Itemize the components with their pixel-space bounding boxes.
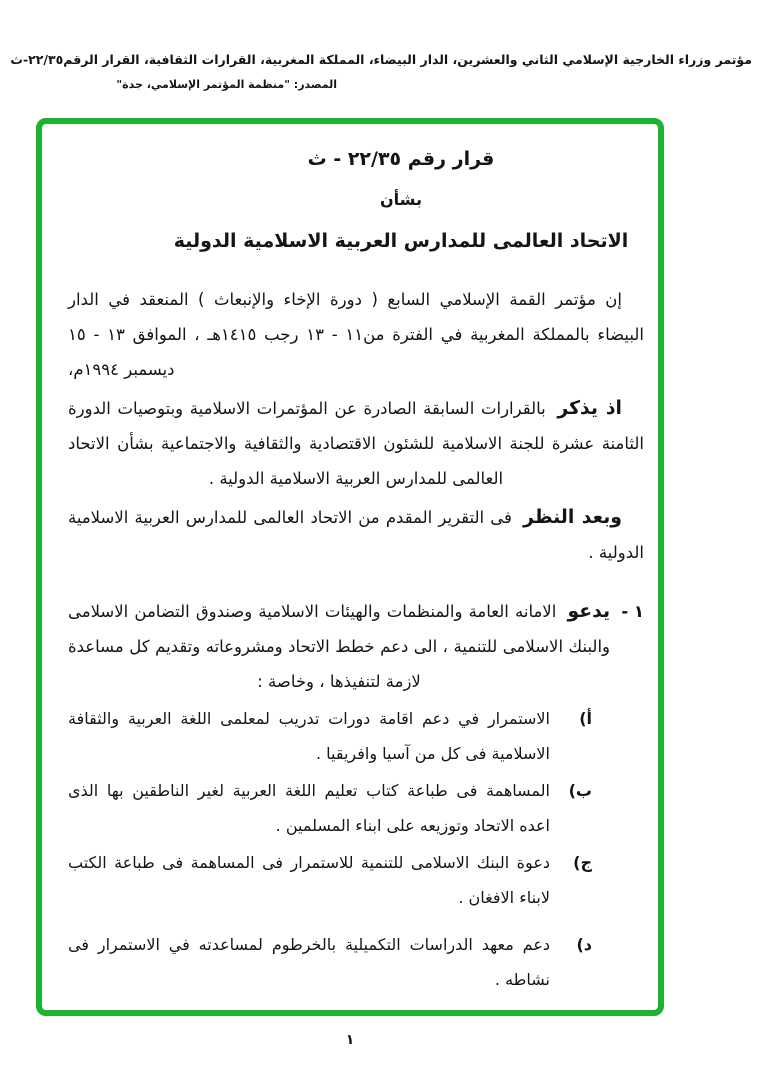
item-number-marker: ١ - xyxy=(621,602,644,621)
item-body xyxy=(68,594,610,699)
having-considered-paragraph xyxy=(68,500,644,570)
document-source-header xyxy=(10,50,752,93)
header-source-line: المصدر: "منظمة المؤتمر الإسلامي، جدة" xyxy=(116,78,337,91)
paragraph-text: فى التقرير المقدم من الاتحاد العالمى للمدارس العربية الاسلامية الدولية . xyxy=(68,508,644,562)
preamble-paragraph xyxy=(68,282,644,387)
sub-item-text: المساهمة فى طباعة كتاب تعليم اللغة العربية لغير الناطقين بها الذى اعده الاتحاد وتوزيعه على ابناء المسلمين . xyxy=(68,781,550,835)
sub-item-b xyxy=(68,773,592,843)
numbered-item-1 xyxy=(68,594,644,699)
sub-item-marker: ب) xyxy=(568,781,592,800)
item-text: الامانه العامة والمنظمات والهيئات الاسلامية وصندوق التضامن الاسلامى والبنك الاسلامى للتنمية ، الى دعم خطط الاتحاد ومشروعاته وتقديم كل مساعدة لازمة لتنفيذها ، وخاصة : xyxy=(68,602,610,691)
resolution-subject-title: الاتحاد العالمى للمدارس العربية الاسلامية الدولية xyxy=(173,230,629,252)
sub-item-d xyxy=(68,927,592,997)
resolution-number-title: قرار رقم ٢٢/٣٥ - ث xyxy=(307,148,495,170)
resolution-subject-word: بشأن xyxy=(380,190,422,209)
recalling-paragraph xyxy=(68,391,644,496)
paragraph-lead-word: وبعد النظر xyxy=(523,507,622,528)
paragraph-text: إن مؤتمر القمة الإسلامي السابع ( دورة الإخاء والإنبعاث ) المنعقد في الدار البيضاء بالمملكة المغربية في الفترة من١١ - ١٣ رجب ١٤١٥هـ ، الموافق ١٣ - ١٥ ديسمبر ١٩٩٤م، xyxy=(68,290,644,379)
sub-item-text: دعوة البنك الاسلامى للتنمية للاستمرار فى المساهمة فى طباعة الكتب لابناء الافغان . xyxy=(68,853,550,907)
sub-item-j xyxy=(68,845,592,915)
sub-item-marker: أ) xyxy=(579,709,592,728)
sub-item-text: الاستمرار في دعم اقامة دورات تدريب لمعلمى اللغة العربية والثقافة الاسلامية فى كل من آسيا وافريقيا . xyxy=(68,709,550,763)
sub-item-a xyxy=(68,701,592,771)
paragraph-lead-word: اذ يذكر xyxy=(557,398,622,419)
sub-item-text: دعم معهد الدراسات التكميلية بالخرطوم لمساعدته في الاستمرار فى نشاطه . xyxy=(68,935,550,989)
item-lead-word: يدعو xyxy=(567,601,611,622)
header-citation-line: مؤتمر وزراء الخارجية الإسلامي الثاني والعشرين، الدار البيضاء، المملكة المغربية، القرارات الثقافية، القرار الرقم٢٢/٣٥-ث xyxy=(10,52,752,67)
resolution-document-frame xyxy=(36,118,664,1016)
sub-item-marker: ج) xyxy=(573,853,592,872)
paragraph-text: بالقرارات السابقة الصادرة عن المؤتمرات الاسلامية وبتوصيات الدورة الثامنة عشرة للجنة الاسلامية للشئون الاقتصادية والثقافية والاجتماعية بشأن الاتحاد العالمى للمدارس العربية الاسلامية الدولية . xyxy=(68,399,644,488)
sub-item-marker: د) xyxy=(576,935,592,954)
page-number: ١ xyxy=(345,1032,355,1048)
